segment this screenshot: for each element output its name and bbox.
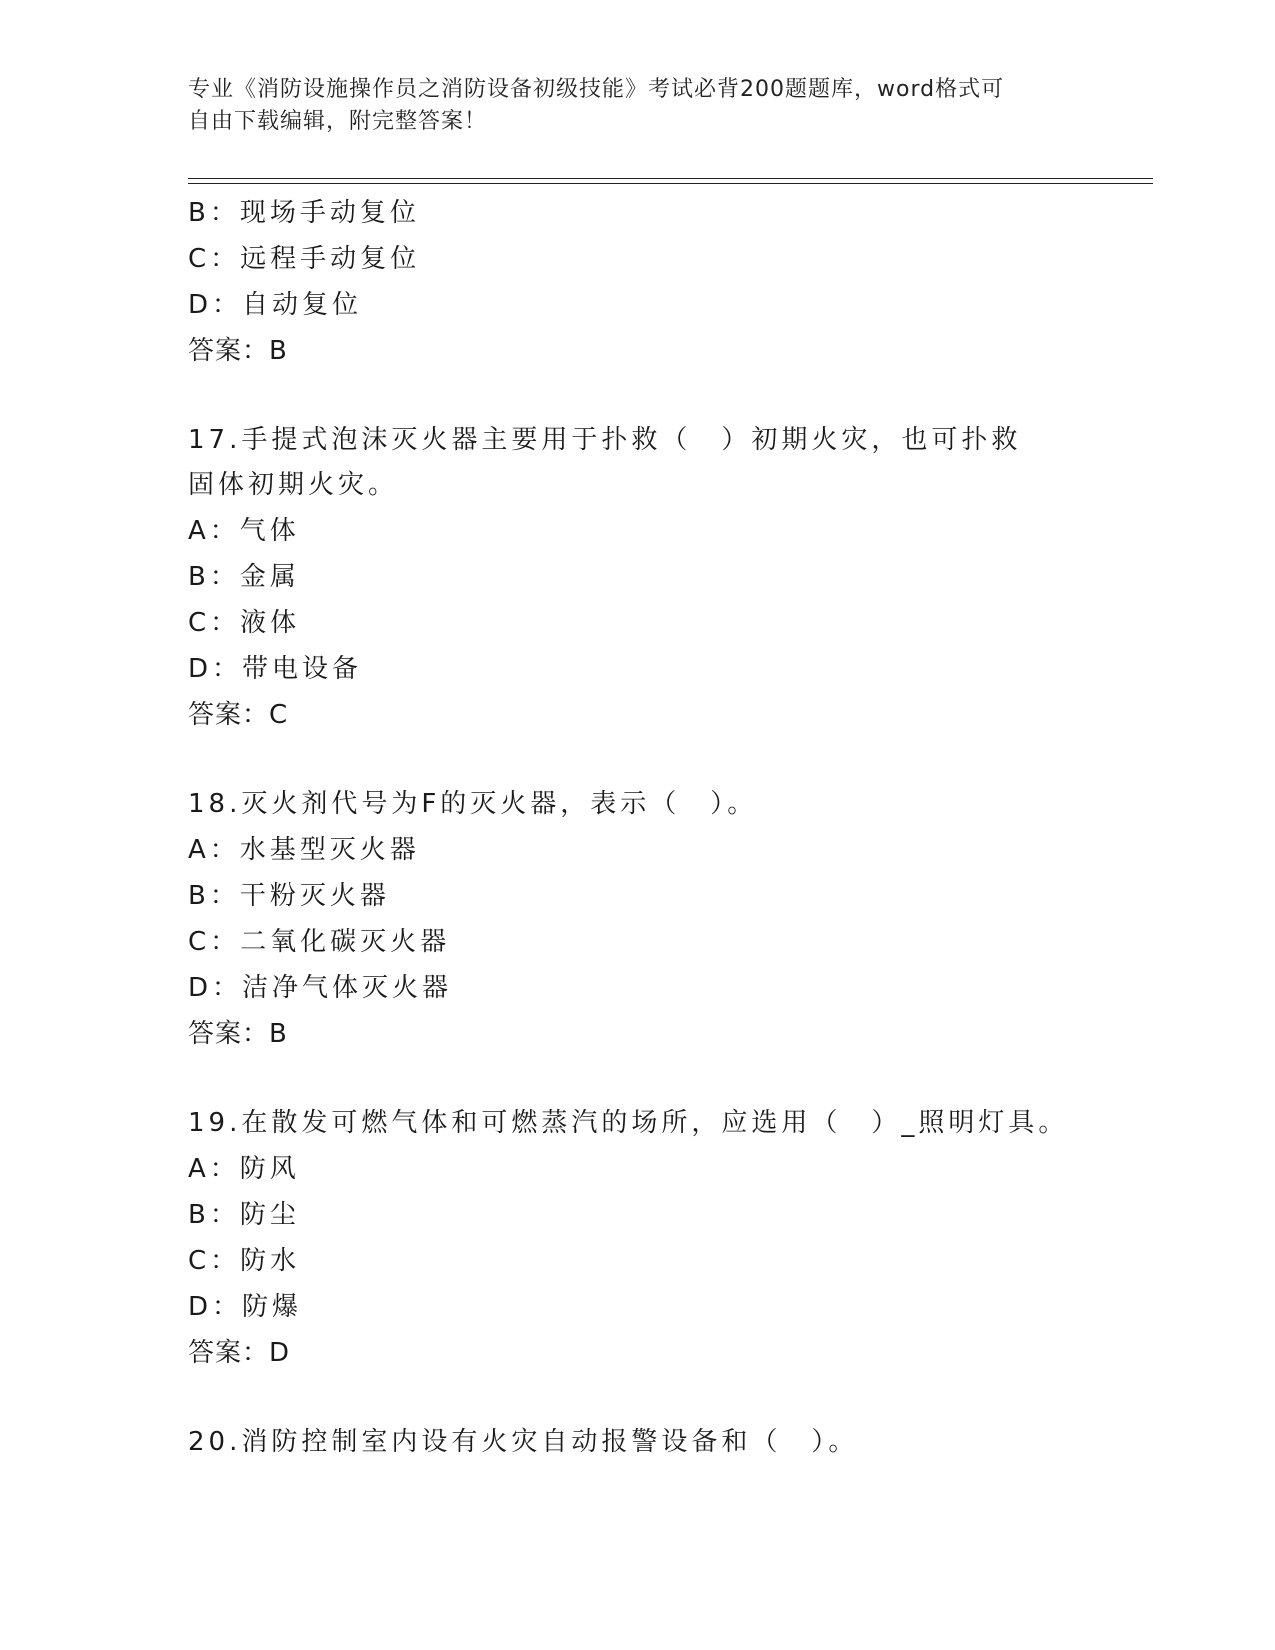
- question-20: [188, 1420, 1128, 1465]
- option-c: C：远程手动复位: [188, 244, 421, 274]
- question-stem: 17.手提式泡沫灭火器主要用于扑救（ ）初期火灾，也可扑救固体初期火灾。: [188, 425, 1022, 500]
- question-16-fragment: [188, 190, 1128, 374]
- answer-line: 答案：B: [188, 1019, 288, 1049]
- option-d: D：洁净气体灭火器: [188, 973, 453, 1003]
- option-a: A：防风: [188, 1154, 300, 1184]
- question-list: [188, 190, 1128, 1465]
- question-18: [188, 782, 1128, 1057]
- spacer: [188, 374, 1128, 418]
- document-header: [188, 74, 1088, 138]
- option-b: B：干粉灭火器: [188, 881, 390, 911]
- option-a: A：气体: [188, 516, 300, 546]
- question-stem: 19.在散发可燃气体和可燃蒸汽的场所，应选用（ ）_照明灯具。: [188, 1108, 1069, 1138]
- option-d: D：防爆: [188, 1292, 303, 1322]
- option-d: D：自动复位: [188, 290, 363, 320]
- answer-line: 答案：B: [188, 336, 288, 366]
- answer-line: 答案：C: [188, 700, 289, 730]
- header-divider-top: [188, 178, 1153, 179]
- option-d: D：带电设备: [188, 654, 363, 684]
- spacer: [188, 1376, 1128, 1420]
- option-c: C：防水: [188, 1246, 301, 1276]
- header-title-line-1: 专业《消防设施操作员之消防设备初级技能》考试必背200题题库，word格式可: [188, 77, 1005, 102]
- spacer: [188, 738, 1128, 782]
- header-divider-bottom: [188, 183, 1153, 184]
- header-title-line-2: 自由下载编辑，附完整答案！: [188, 109, 488, 134]
- option-a: A：水基型灭火器: [188, 835, 420, 865]
- answer-line: 答案：D: [188, 1338, 291, 1368]
- question-19: [188, 1101, 1128, 1376]
- option-c: C：二氧化碳灭火器: [188, 927, 451, 957]
- option-b: B：现场手动复位: [188, 198, 420, 228]
- question-17: [188, 418, 1128, 738]
- question-stem: 20.消防控制室内设有火灾自动报警设备和（ ）。: [188, 1427, 859, 1457]
- question-stem: 18.灭火剂代号为F的灭火器，表示（ ）。: [188, 789, 758, 819]
- option-c: C：液体: [188, 608, 301, 638]
- option-b: B：防尘: [188, 1200, 300, 1230]
- option-b: B：金属: [188, 562, 300, 592]
- spacer: [188, 1057, 1128, 1101]
